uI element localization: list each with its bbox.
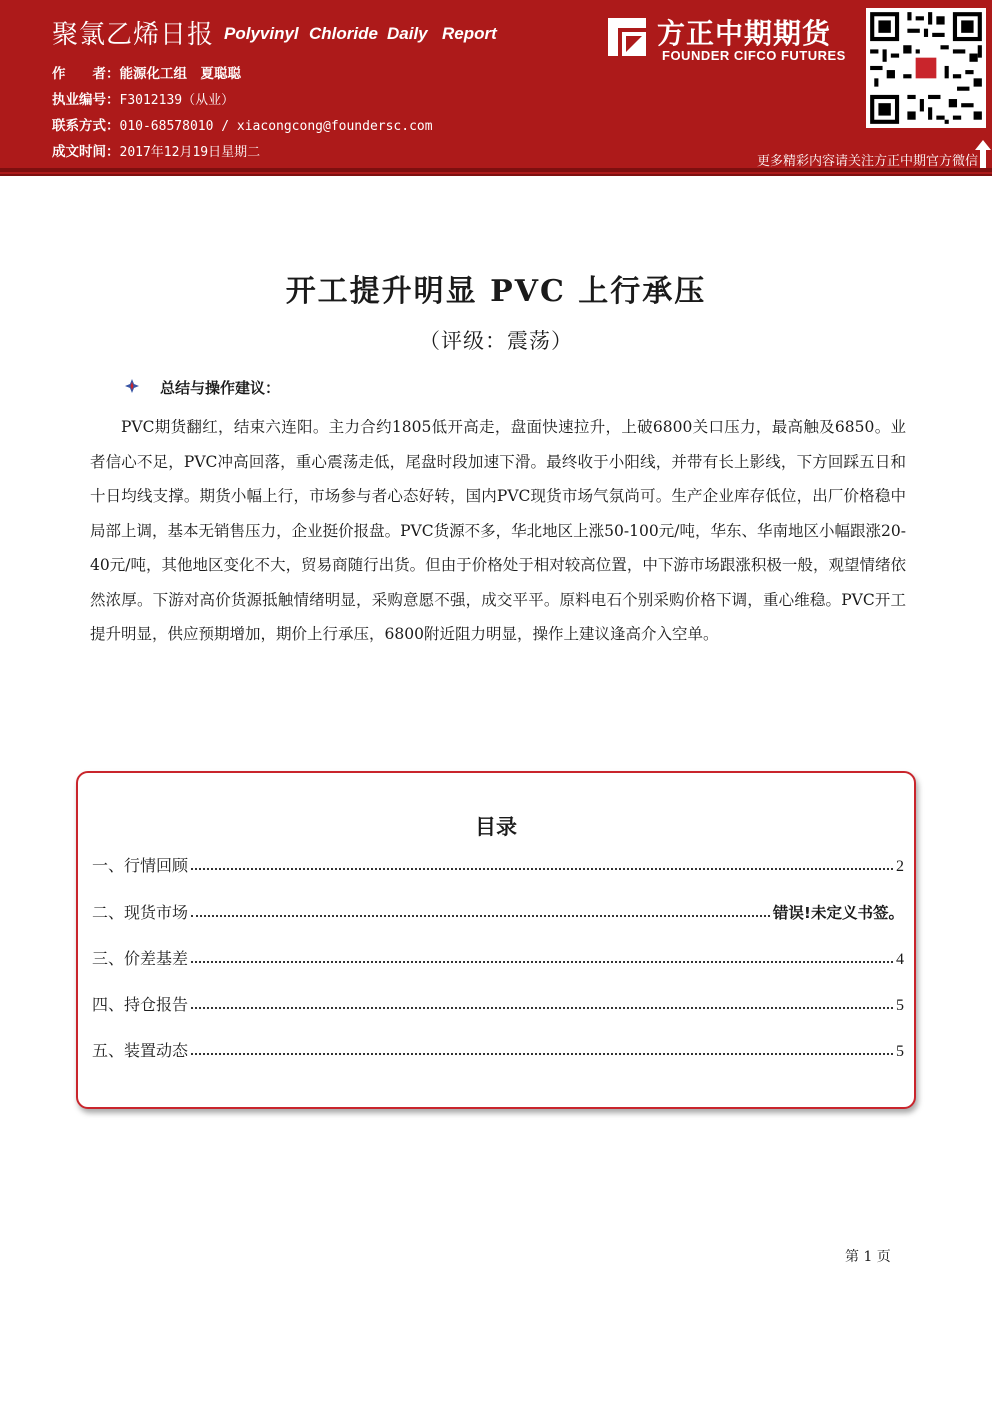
toc-item[interactable] <box>92 899 904 923</box>
toc-item-page: 2 <box>896 858 904 875</box>
report-title-cn: 聚氯乙烯日报 <box>52 20 215 50</box>
header-divider-thin <box>0 174 992 176</box>
toc-item[interactable] <box>92 852 904 876</box>
summary-heading-text: 总结与操作建议： <box>160 379 281 397</box>
report-title-en-3: Daily <box>387 24 428 43</box>
toc-leader-dots <box>191 914 770 917</box>
report-title-en-2: Chloride <box>309 24 378 43</box>
summary-paragraph: PVC期货翻红，结束六连阳。主力合约1805低开高走，盘面快速拉升，上破6800关口压力，最高触及6850。业者信心不足，PVC冲高回落，重心震荡走低，尾盘时段加速下滑。最终收于小阳线，并带有长上影线，下方回踩五日和十日均线支撑。期货小幅上行，市场参与者心态好转，国内PVC现货市场气氛尚可。生产企业库存低位，出厂价格稳中局部上调，基本无销售压力，企业挺价报盘。PVC货源不多，华北地区上涨50-100元/吨，华东、华南地区小幅跟涨20-40元/吨，其他地区变化不大，贸易商随行出货。但由于价格处于相对较高位置，中下游市场跟涨积极一般，观望情绪依然浓厚。下游对高价货源抵触情绪明显，采购意愿不强，成交平平。原料电石个别采购价格下调，重心维稳。PVC开工提升明显，供应预期增加，期价上行承压，6800附近阻力明显，操作上建议逢高介入空单。 <box>90 418 906 643</box>
toc-leader-dots <box>191 1052 893 1055</box>
date-value: 2017年12月19日星期二 <box>119 145 261 160</box>
toc-title: 目录 <box>475 815 517 839</box>
toc-item-page: 5 <box>896 1043 904 1060</box>
toc-item-page: 4 <box>896 951 904 968</box>
page-title: 开工提升明显 PVC 上行承压 <box>285 274 707 309</box>
company-name-en: FOUNDER CIFCO FUTURES <box>662 48 846 63</box>
toc-item-page: 5 <box>896 997 904 1014</box>
report-title-en-1: Polyvinyl <box>224 24 299 43</box>
toc-item[interactable] <box>92 991 904 1015</box>
toc-item-label: 四、持仓报告 <box>92 995 189 1014</box>
license-line <box>52 88 234 108</box>
follow-wechat-text: 更多精彩内容请关注方正中期官方微信 <box>756 154 978 169</box>
toc-item-label: 三、价差基差 <box>92 949 189 968</box>
toc-item-page: 错误!未定义书签。 <box>772 904 904 922</box>
wechat-qr-code-icon[interactable] <box>866 8 986 128</box>
toc-item[interactable] <box>92 945 904 969</box>
date-label: 成文时间： <box>52 144 120 160</box>
author-line <box>52 62 241 82</box>
summary-heading <box>128 377 280 398</box>
toc-item-label: 一、行情回顾 <box>92 856 189 875</box>
toc-item-label: 五、装置动态 <box>92 1041 189 1060</box>
toc-leader-dots <box>191 867 893 870</box>
contact-value: 010-68578010 / xiacongcong@foundersc.com <box>119 119 433 134</box>
rating-label: （评级：震荡） <box>419 329 573 353</box>
license-value: F3012139（从业） <box>119 93 235 108</box>
toc-item[interactable] <box>92 1037 904 1061</box>
arrow-up-icon <box>975 140 991 168</box>
report-title-en-4: Report <box>442 24 497 43</box>
toc-leader-dots <box>191 960 893 963</box>
contact-label: 联系方式： <box>52 118 120 134</box>
report-header <box>0 0 992 176</box>
date-line <box>52 140 260 160</box>
toc-leader-dots <box>191 1006 893 1009</box>
license-label: 执业编号： <box>52 92 120 108</box>
table-of-contents <box>76 771 916 1109</box>
toc-item-label: 二、现货市场 <box>92 903 189 922</box>
page-number: 第 1 页 <box>845 1249 891 1265</box>
contact-line <box>52 114 433 134</box>
company-name-cn: 方正中期期货 <box>657 17 832 50</box>
author-label: 作 者： <box>52 66 120 82</box>
company-logo-icon <box>604 14 650 60</box>
author-value: 能源化工组 夏聪聪 <box>119 66 241 82</box>
